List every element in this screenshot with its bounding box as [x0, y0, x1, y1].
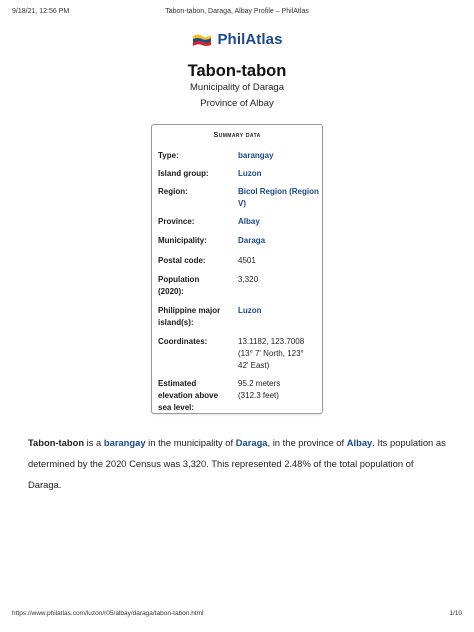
summary-value: 13.1182, 123.7008 (13° 7' North, 123° 42' East)	[238, 337, 305, 370]
paragraph-text: . Its population as determined by the 2020 Census was 3,320. This represented 2.48% of the total population of Daraga.	[28, 437, 446, 490]
print-datetime: 9/18/21, 12:56 PM	[12, 8, 70, 15]
print-header	[12, 8, 462, 20]
summary-label: Province:	[158, 217, 195, 226]
province-subtitle: Province of Albay	[200, 98, 274, 109]
municipality-subtitle: Municipality of Daraga	[190, 82, 284, 93]
summary-label: Philippine major island(s):	[158, 306, 221, 327]
summary-label: Postal code:	[158, 256, 206, 265]
page-title: Tabon-tabon	[187, 62, 287, 80]
summary-label: Coordinates:	[158, 337, 208, 346]
link-albay[interactable]: Albay	[346, 437, 373, 448]
summary-value-link[interactable]: Bicol Region (Region V)	[238, 187, 319, 208]
print-url: https://www.philatlas.com/luzon/r05/albay/daraga/tabon-tabon.html	[12, 610, 204, 617]
summary-value: 95.2 meters (312.3 feet)	[238, 379, 281, 400]
summary-label: Region:	[158, 187, 188, 196]
summary-value-link[interactable]: Daraga	[238, 236, 266, 245]
summary-data-box	[151, 124, 323, 414]
paragraph-text: is a	[84, 437, 104, 448]
summary-value-link[interactable]: Luzon	[238, 306, 262, 315]
summary-value-link[interactable]: Albay	[238, 217, 260, 226]
summary-label: Estimated elevation above sea level:	[158, 379, 219, 412]
barangay-name: Tabon-tabon	[28, 437, 85, 448]
site-logo[interactable]	[0, 28, 474, 50]
summary-value-link[interactable]: Luzon	[238, 169, 262, 178]
summary-label: Island group:	[158, 169, 209, 178]
summary-title: Summary data	[213, 130, 261, 139]
summary-label: Population (2020):	[158, 275, 200, 296]
print-page-number: 1/10	[449, 610, 462, 617]
paragraph-text: in the municipality of	[145, 437, 236, 448]
print-page-title: Tabon-tabon, Daraga, Albay Profile – PhilAtlas	[165, 8, 309, 15]
summary-label: Municipality:	[158, 236, 207, 245]
summary-label: Type:	[158, 151, 179, 160]
summary-value-link[interactable]: barangay	[238, 151, 274, 160]
logo-text: PhilAtlas	[217, 30, 283, 48]
philatlas-flag-icon	[191, 31, 213, 47]
link-barangay[interactable]: barangay	[103, 437, 146, 448]
paragraph-text: , in the province of	[267, 437, 347, 448]
link-daraga[interactable]: Daraga	[235, 437, 268, 448]
intro-paragraph	[28, 432, 446, 495]
summary-value: 3,320	[238, 275, 259, 284]
summary-value: 4501	[238, 256, 256, 265]
print-footer	[12, 610, 462, 622]
